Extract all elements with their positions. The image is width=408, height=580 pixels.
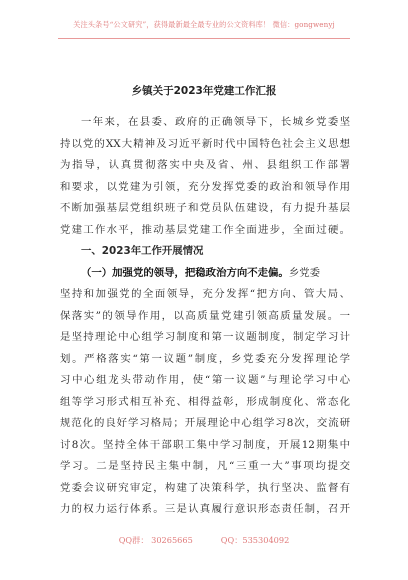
- footer-qq: QQ：535304092: [220, 535, 290, 545]
- subsection-heading: （一）加强党的领导，把稳政治方向不走偏。: [81, 266, 289, 279]
- paragraph-line: 是坚持理论中心组学习制度和第一议题制度，制定学习计: [60, 331, 350, 343]
- footer-contact: [0, 535, 408, 546]
- document-body: [60, 112, 350, 521]
- document-title: 乡镇关于2023年党建工作汇报: [131, 85, 277, 97]
- paragraph-line: 讨8次。坚持全体干部职工集中学习制度，开展12期集中: [60, 438, 350, 451]
- footer-qq-group: QQ群： 30265665: [118, 535, 193, 545]
- paragraph-line: 学习。二是坚持民主集中制，凡“三重一大”事项均提交: [60, 460, 350, 472]
- paragraph-line: 规范化的良好学习格局；开展理论中心组学习8次，交流研: [60, 417, 350, 429]
- header-promo-note: 关注头条号“公文研究”，获得最新最全最专业的公文资料库！ 微信：gongwenyj: [73, 20, 335, 29]
- paragraph-line: 不断加强基层党组织班子和党员队伍建设，有力提升基层: [60, 202, 350, 214]
- section-heading: 一、2023年工作开展情况: [81, 245, 204, 257]
- paragraph-line: 一年来，在县委、政府的正确领导下，长城乡党委坚: [81, 116, 350, 128]
- paragraph-line: 组等学习形式相互补充、相得益彰，形成制度化、常态化: [60, 395, 350, 408]
- paragraph-line: 持以党的XX大精神及习近平新时代中国特色社会主义思想: [60, 137, 350, 150]
- paragraph-line: 党委会议研究审定，构建了决策科学，执行坚决、监督有: [60, 481, 350, 494]
- paragraph-line: 力的权力运行体系。三是认真履行意识形态责任制，召开: [60, 503, 350, 515]
- paragraph-line: 党建工作水平，推动基层党建工作全面进步，全面过硬。: [60, 223, 350, 236]
- paragraph-line: 划。严格落实“第一议题”制度，乡党委充分发挥理论学: [60, 352, 350, 365]
- header-divider: [58, 38, 350, 39]
- paragraph-line: 保落实”的领导作用，以高质量党建引领高质量发展。一: [60, 309, 350, 322]
- subsection-line: [60, 263, 350, 285]
- paragraph-line: 为指导，认真贯彻落实中央及省、州、县组织工作部署: [60, 159, 350, 171]
- subsection-lead-tail: 乡党委: [288, 266, 320, 279]
- paragraph-line: 习中心组龙头带动作用，使“第一议题”与理论学习中心: [60, 374, 350, 386]
- paragraph-line: 坚持和加强党的全面领导，充分发挥“把方向、管大局、: [60, 288, 350, 300]
- paragraph-line: 和要求，以党建为引领，充分发挥党委的政治和领导作用: [60, 180, 350, 193]
